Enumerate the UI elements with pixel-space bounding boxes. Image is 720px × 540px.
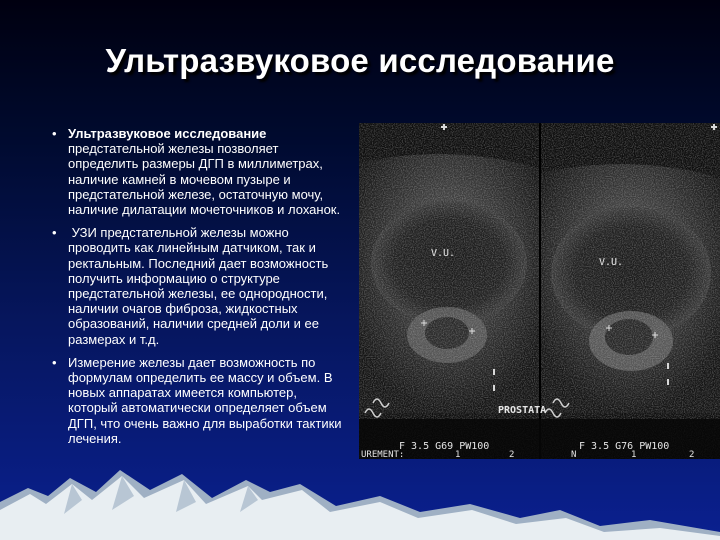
bullet-bold-text: Ультразвуковое исследование	[68, 126, 267, 141]
prostata-annotation: PROSTATA	[498, 405, 547, 416]
bladder-label-right: V.U.	[599, 257, 624, 268]
readout-left: F 3.5 G69 PW100	[399, 441, 490, 452]
slide-title: Ультразвуковое исследование	[105, 42, 615, 79]
footer-scale-2: 2	[509, 450, 515, 459]
bullet-marker: •	[52, 354, 57, 370]
bladder-label-left: V.U.	[431, 248, 456, 259]
ultrasound-image	[359, 123, 720, 459]
bullet-marker: •	[52, 225, 57, 241]
bullet-marker: •	[52, 126, 57, 141]
footer-scale-3: 1	[631, 450, 637, 459]
bullet-text: Измерение железы дает возможность по формулам определить ее массу и объем. В новых аппаратах имеется компьютер, который автоматически определяет объем ДГП, что очень важно для выработки тактики лечения.	[68, 354, 342, 446]
readout-right: F 3.5 G76 PW100	[579, 441, 670, 452]
footer-left-label: UREMENT:	[361, 450, 405, 459]
bullet-item	[48, 126, 348, 217]
mountain-decoration	[0, 440, 720, 540]
ultrasound-right-panel	[541, 123, 720, 459]
bullet-item	[48, 225, 348, 347]
footer-scale-4: 2	[689, 450, 695, 459]
bullet-item	[48, 355, 348, 446]
bullet-text: предстательной железы позволяет определить размеры ДГП в миллиметрах, наличие камней в мочевом пузыре и предстательной железе, остаточную мочу, наличие дилатации мочеточников и лоханок.	[68, 141, 341, 218]
footer-mark: N	[571, 450, 577, 459]
bullet-list	[48, 126, 348, 454]
bullet-text: УЗИ предстательной железы можно проводить как линейным датчиком, так и ректальным. Последний дает возможность получить информацию о структуре предстательной железы, ее однородности, наличии очагов фиброза, жидкостных образований, наличии средней доли и ее размерах и т.д.	[68, 225, 332, 347]
footer-scale-1: 1	[455, 450, 461, 459]
